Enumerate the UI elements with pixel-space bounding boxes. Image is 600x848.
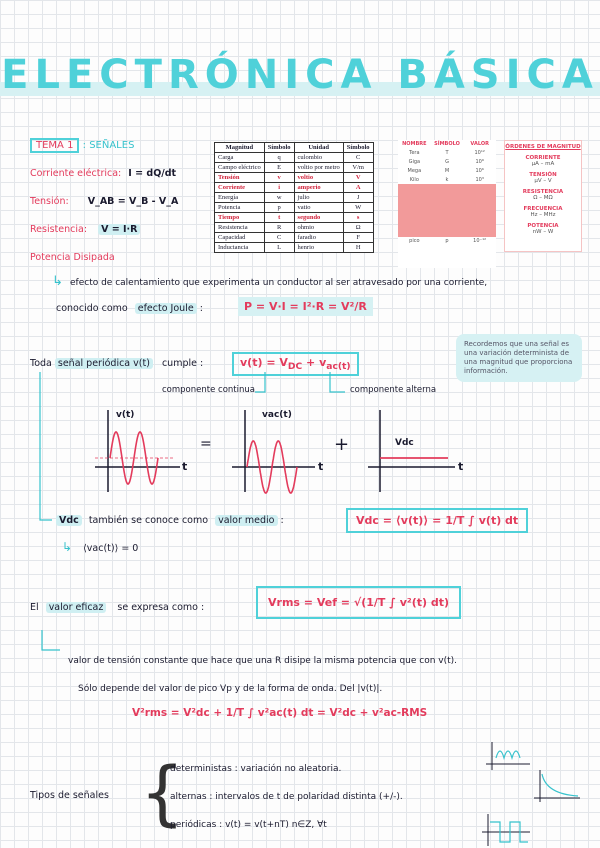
rms-depends: Sólo depende del valor de pico Vp y de la forma de onda. Del |v(t)|. xyxy=(78,684,383,694)
units-table-cell: Tensión xyxy=(215,173,265,183)
order-heading: TENSIÓN xyxy=(529,172,557,178)
joule-effect: efecto Joule xyxy=(135,303,197,314)
prefix-cell: 10¹² xyxy=(474,150,485,157)
tipo-periodicas: periódicas : v(t) = v(t+nT) n∈Z, ∀t xyxy=(170,820,327,830)
order-heading: POTENCIA xyxy=(527,223,559,229)
vdc-line: Vdc también se conoce como valor medio : xyxy=(56,515,284,526)
units-table-cell: V/m xyxy=(343,163,373,173)
units-table-cell: w xyxy=(264,193,294,203)
tipo-deterministas: deterministas : variación no aleatoria. xyxy=(170,764,342,774)
prefix-cell: k xyxy=(445,176,449,183)
g2-label: vac(t) xyxy=(262,410,292,420)
units-table-cell: W xyxy=(343,203,373,213)
units-table-cell: Ω xyxy=(343,223,373,233)
rms-connector xyxy=(42,630,60,650)
order-heading: RESISTENCIA xyxy=(522,189,564,195)
prefix-cell: Mega xyxy=(407,167,422,174)
g3-t-label: t xyxy=(458,460,464,473)
vdc-formula: Vdc = ⟨v(t)⟩ = 1/T ∫ v(t) dt xyxy=(346,508,528,533)
tipo-alternas: alternas : intervalos de t de polaridad distinta (+/-). xyxy=(170,792,403,802)
units-table-cell: Tiempo xyxy=(215,213,265,223)
units-table-cell: q xyxy=(264,153,294,163)
tema-sep: : xyxy=(82,140,86,151)
units-table-cell: C xyxy=(343,153,373,163)
units-table-cell: v xyxy=(264,173,294,183)
units-table-cell: ohmio xyxy=(294,223,343,233)
units-table-cell: t xyxy=(264,213,294,223)
units-table-cell: Corriente xyxy=(215,183,265,193)
rms-formula-2: V²rms = V²dc + 1/T ∫ v²ac(t) dt = V²dc + v²ac-RMS xyxy=(132,707,428,719)
potencia-label: Potencia Disipada xyxy=(30,252,115,263)
label-continua: componente continua xyxy=(162,385,255,395)
units-table-cell: henrio xyxy=(294,243,343,253)
tema-label: TEMA 1 xyxy=(30,138,79,153)
prefix-cell: 10⁻¹² xyxy=(473,238,487,245)
units-table-cell: Capacidad xyxy=(215,233,265,243)
units-table-cell: Inductancia xyxy=(215,243,265,253)
units-table-cell: i xyxy=(264,183,294,193)
units-table-cell: L xyxy=(264,243,294,253)
units-table-cell: amperio xyxy=(294,183,343,193)
def-resistance: Resistencia: V = I·R xyxy=(30,224,210,252)
order-value: Hz – MHz xyxy=(530,212,556,218)
g3-label: Vdc xyxy=(395,438,414,448)
g2-t-label: t xyxy=(318,460,324,473)
units-table-cell: R xyxy=(264,223,294,233)
prefix-cell: Kilo xyxy=(409,176,419,183)
units-table-cell: V xyxy=(343,173,373,183)
prefix-cell: pico xyxy=(409,238,420,245)
sk2-decay xyxy=(542,774,578,796)
units-table-cell: Energía xyxy=(215,193,265,203)
continua-connector xyxy=(255,372,265,392)
vdc-connector xyxy=(40,372,52,520)
units-table-cell: H xyxy=(343,243,373,253)
def-current: Corriente eléctrica: I = dQ/dt xyxy=(30,168,177,179)
prefix-cell: Tera xyxy=(409,150,420,157)
units-table-cell: E xyxy=(264,163,294,173)
units-table-cell: J xyxy=(343,193,373,203)
rms-desc: valor de tensión constante que hace que una R disipe la misma potencia que con v(t). xyxy=(68,656,458,666)
joule-line: conocido como efecto Joule : xyxy=(56,303,203,314)
units-table-cell: A xyxy=(343,183,373,193)
prefix-cell: Giga xyxy=(408,158,421,165)
tipos-brace: { xyxy=(140,752,185,834)
page-title: ELECTRÓNICA BÁSICA xyxy=(1,52,599,98)
valor-medio: valor medio xyxy=(215,515,277,526)
signal-note: Recordemos que una señal es una variación determinista de una magnitud que proporciona información. xyxy=(456,334,582,382)
order-value: Ω – MΩ xyxy=(533,195,553,201)
potencia-desc: efecto de calentamiento que experimenta un conductor al ser atravesado por una corriente, xyxy=(70,278,488,288)
units-table-cell: Resistencia xyxy=(215,223,265,233)
order-value: nW – W xyxy=(532,229,554,235)
prefix-table-header: NOMBRE SÍMBOLO VALOR xyxy=(402,141,489,148)
units-table-cell: C xyxy=(264,233,294,243)
prefix-cell: 10³ xyxy=(475,176,484,183)
units-table-cell: segundo xyxy=(294,213,343,223)
arrow-potencia: ↳ xyxy=(52,274,63,289)
units-table-cell: culombio xyxy=(294,153,343,163)
units-table-cell: vatio xyxy=(294,203,343,213)
units-table-cell: Potencia xyxy=(215,203,265,213)
signal-line: Toda señal periódica v(t) cumple : xyxy=(30,358,204,369)
units-table-cell: Campo eléctrico xyxy=(215,163,265,173)
rms-formula: Vrms = Vef = √(1/T ∫ v²(t) dt) xyxy=(256,586,461,619)
valor-eficaz: valor eficaz xyxy=(46,602,107,613)
units-table-cell: voltio xyxy=(294,173,343,183)
units-table-cell: julio xyxy=(294,193,343,203)
prefix-cell: T xyxy=(445,150,449,157)
rms-line: El valor eficaz se expresa como : xyxy=(30,602,205,613)
alterna-connector xyxy=(330,372,345,392)
tipos-label: Tipos de señales xyxy=(30,790,109,801)
prefix-cell: 10⁹ xyxy=(475,158,484,165)
units-table-cell: voltio por metro xyxy=(294,163,343,173)
order-heading: CORRIENTE xyxy=(525,155,561,161)
units-table-cell: Carga xyxy=(215,153,265,163)
units-table-cell: faradio xyxy=(294,233,343,243)
joule-formula: P = V·I = I²·R = V²/R xyxy=(238,297,373,316)
order-value: µA – mA xyxy=(531,161,555,167)
units-table-header: Magnitud Símbolo Unidad Símbolo xyxy=(215,143,374,153)
periodic-signal: señal periódica v(t) xyxy=(55,358,153,369)
mean-zero-line: ↳ ⟨vac(t)⟩ = 0 xyxy=(62,540,139,554)
tema-name: SEÑALES xyxy=(89,140,135,151)
units-table-cell: F xyxy=(343,233,373,243)
g1-label: v(t) xyxy=(116,410,135,420)
signal-equation: $v(t) = V_{DC} + v_{ac(t)}$ xyxy=(232,352,359,376)
prefix-cell: 10⁶ xyxy=(475,167,484,174)
prefix-cell: G xyxy=(445,158,449,165)
def-voltage: Tensión: V_AB = V_B - V_A xyxy=(30,196,179,207)
order-heading: FRECUENCIA xyxy=(523,206,563,212)
prefix-cell: M xyxy=(444,167,450,174)
units-table-cell: s xyxy=(343,213,373,223)
order-value: µV – V xyxy=(534,178,552,184)
equals-sign: = xyxy=(200,436,212,452)
label-alterna: componente alterna xyxy=(350,385,437,395)
orders-of-magnitude: ÓRDENES DE MAGNITUD CORRIENTE µA – mA TENSIÓN µV – V RESISTENCIA Ω – MΩ FRECUENCIA Hz – MHz POTENCIA nW – W xyxy=(504,140,582,252)
sk1-wave xyxy=(496,751,520,758)
plus-sign: + xyxy=(334,434,350,455)
prefix-cell: p xyxy=(445,238,449,245)
g1-t-label: t xyxy=(182,460,188,473)
units-table-cell: p xyxy=(264,203,294,213)
